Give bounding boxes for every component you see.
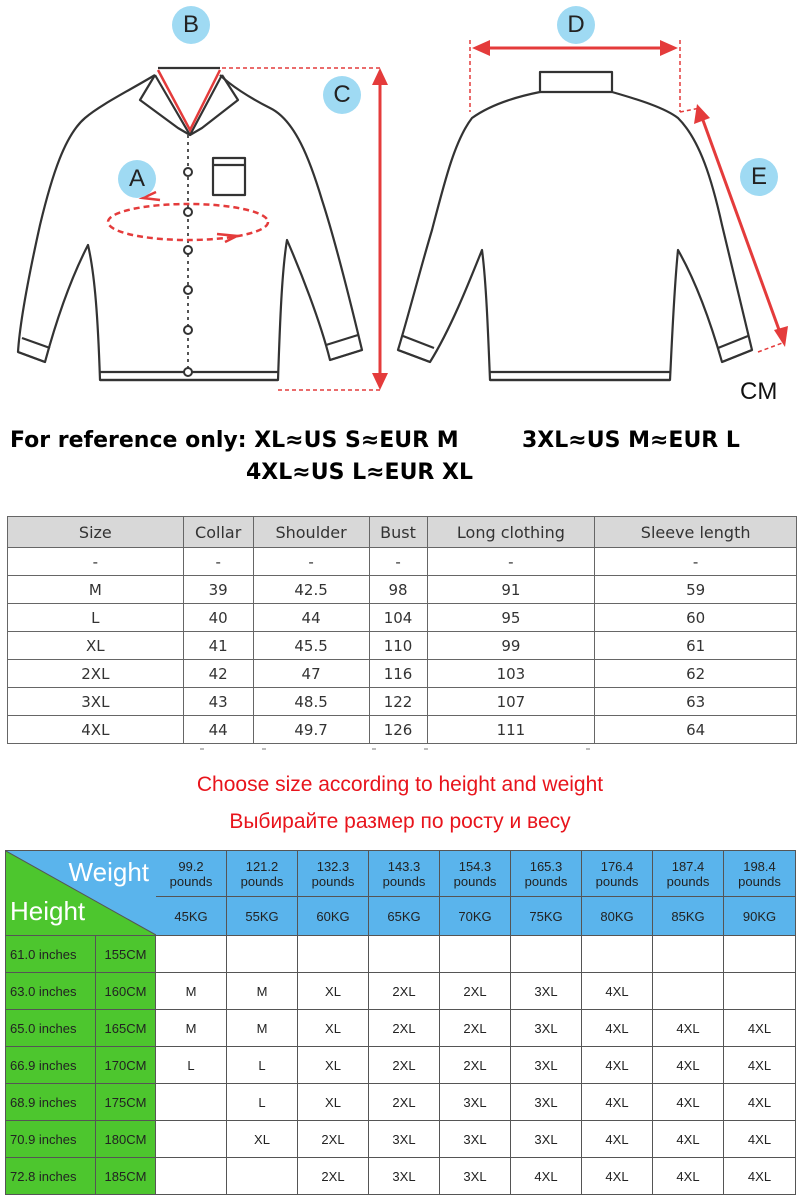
header-bust: Bust — [369, 517, 427, 548]
size-recommendation-cell: 3XL — [511, 1010, 582, 1047]
size-recommendation-cell: 2XL — [440, 1010, 511, 1047]
height-weight-table — [5, 850, 796, 1195]
weight-kg-cell: 55KG — [227, 897, 298, 936]
size-table-cell: 3XL — [8, 688, 184, 716]
size-table-cell: 2XL — [8, 660, 184, 688]
size-recommendation-cell — [227, 936, 298, 973]
size-table-cell: - — [183, 548, 253, 576]
height-inches-cell: 65.0 inches — [6, 1010, 96, 1047]
weight-lbs-cell — [653, 851, 724, 897]
size-table-row — [8, 548, 797, 576]
size-recommendation-cell: XL — [298, 1047, 369, 1084]
size-table-row — [8, 604, 797, 632]
weight-lbs-unit: pounds — [169, 873, 213, 889]
height-row — [6, 936, 796, 973]
size-table-cell: 62 — [595, 660, 797, 688]
size-recommendation-cell: 4XL — [724, 1158, 796, 1195]
size-recommendation-cell: XL — [227, 1121, 298, 1158]
size-recommendation-cell — [582, 936, 653, 973]
size-recommendation-cell — [156, 936, 227, 973]
size-recommendation-cell — [156, 1121, 227, 1158]
height-row — [6, 973, 796, 1010]
corner-cell — [6, 851, 156, 936]
size-recommendation-cell: 4XL — [582, 1010, 653, 1047]
size-table-cell: XL — [8, 632, 184, 660]
height-inches-cell: 61.0 inches — [6, 936, 96, 973]
size-table-cell: 91 — [427, 576, 595, 604]
title-en: Choose size according to height and weight — [196, 773, 604, 796]
label-d-marker: D — [557, 6, 595, 44]
height-inches-cell: 70.9 inches — [6, 1121, 96, 1158]
size-recommendation-cell: 4XL — [653, 1047, 724, 1084]
size-recommendation-cell: 4XL — [582, 1047, 653, 1084]
size-recommendation-cell: 4XL — [653, 1158, 724, 1195]
size-recommendation-cell: 4XL — [582, 973, 653, 1010]
size-recommendation-cell: 4XL — [582, 1121, 653, 1158]
weight-kg-cell: 65KG — [369, 897, 440, 936]
header-collar: Collar — [183, 517, 253, 548]
size-recommendation-cell: 2XL — [369, 1010, 440, 1047]
label-b-marker: B — [172, 6, 210, 44]
size-recommendation-cell: 2XL — [440, 1047, 511, 1084]
weight-lbs-value: 187.4 — [671, 858, 705, 874]
size-recommendation-cell: XL — [298, 973, 369, 1010]
size-table-cell: 42 — [183, 660, 253, 688]
label-e-marker: E — [740, 158, 778, 196]
height-cm-cell: 170CM — [96, 1047, 156, 1084]
weight-lbs-cell — [298, 851, 369, 897]
height-row — [6, 1084, 796, 1121]
size-recommendation-cell: 4XL — [724, 1010, 796, 1047]
size-table-cell: 116 — [369, 660, 427, 688]
weight-lbs-cell — [156, 851, 227, 897]
weight-lbs-row — [6, 851, 796, 897]
size-recommendation-cell — [156, 1084, 227, 1121]
size-table-cell: 39 — [183, 576, 253, 604]
size-table-cell: 45.5 — [253, 632, 369, 660]
size-recommendation-cell: M — [227, 973, 298, 1010]
size-recommendation-cell: 3XL — [511, 1121, 582, 1158]
weight-kg-cell: 45KG — [156, 897, 227, 936]
size-recommendation-cell — [227, 1158, 298, 1195]
shirt-illustration — [0, 0, 800, 415]
size-recommendation-cell — [156, 1158, 227, 1195]
weight-lbs-unit: pounds — [595, 873, 639, 889]
size-table-row — [8, 632, 797, 660]
weight-kg-cell: 60KG — [298, 897, 369, 936]
size-table-row — [8, 660, 797, 688]
weight-lbs-unit: pounds — [524, 873, 568, 889]
shirt-measurement-diagram — [0, 0, 800, 415]
header-long-clothing: Long clothing — [427, 517, 595, 548]
weight-lbs-value: 99.2 — [178, 858, 204, 874]
size-recommendation-cell: 2XL — [369, 1084, 440, 1121]
size-recommendation-cell: 4XL — [582, 1158, 653, 1195]
weight-lbs-value: 121.2 — [245, 858, 279, 874]
size-recommendation-cell: XL — [298, 1010, 369, 1047]
size-recommendation-cell: 2XL — [298, 1158, 369, 1195]
size-recommendation-cell: 3XL — [511, 1084, 582, 1121]
size-recommendation-cell: 4XL — [511, 1158, 582, 1195]
size-table-cell: - — [595, 548, 797, 576]
size-table-cell: 44 — [183, 716, 253, 744]
weight-lbs-value: 198.4 — [743, 858, 776, 874]
size-recommendation-cell: 2XL — [440, 973, 511, 1010]
size-recommendation-cell: 3XL — [369, 1158, 440, 1195]
weight-kg-cell: 70KG — [440, 897, 511, 936]
weight-lbs-cell — [511, 851, 582, 897]
label-a-marker: A — [118, 160, 156, 198]
size-table-cell: 64 — [595, 716, 797, 744]
weight-lbs-value: 143.3 — [387, 858, 421, 874]
size-recommendation-cell: 3XL — [369, 1121, 440, 1158]
weight-lbs-value: 165.3 — [529, 858, 563, 874]
size-recommendation-cell: 4XL — [724, 1047, 796, 1084]
size-table — [7, 516, 797, 744]
size-table-cell: 104 — [369, 604, 427, 632]
size-table-cell: 42.5 — [253, 576, 369, 604]
size-recommendation-cell — [298, 936, 369, 973]
weight-lbs-cell — [582, 851, 653, 897]
size-recommendation-cell: 2XL — [369, 973, 440, 1010]
header-shoulder: Shoulder — [253, 517, 369, 548]
size-table-row — [8, 716, 797, 744]
label-c-marker: C — [323, 76, 361, 114]
reference-text-line2: 4XL≈US L≈EUR XL — [246, 460, 474, 485]
size-recommendation-cell — [724, 936, 796, 973]
size-table-row — [8, 576, 797, 604]
size-recommendation-cell: 3XL — [511, 1047, 582, 1084]
weight-lbs-unit: pounds — [453, 873, 497, 889]
height-weight-table-wrap — [5, 850, 796, 1195]
size-table-cell: - — [253, 548, 369, 576]
size-table-cell: 122 — [369, 688, 427, 716]
size-recommendation-cell: M — [227, 1010, 298, 1047]
size-recommendation-cell: L — [227, 1047, 298, 1084]
size-table-cell: 4XL — [8, 716, 184, 744]
size-recommendation-cell: M — [156, 973, 227, 1010]
size-table-cell: 95 — [427, 604, 595, 632]
weight-lbs-cell — [440, 851, 511, 897]
unit-label: CM — [740, 378, 778, 405]
height-row — [6, 1158, 796, 1195]
size-table-cell: 99 — [427, 632, 595, 660]
size-table-cell: 110 — [369, 632, 427, 660]
weight-lbs-unit: pounds — [382, 873, 426, 889]
height-axis-label: Height — [10, 896, 86, 926]
size-table-header — [8, 517, 797, 548]
size-table-cell: 63 — [595, 688, 797, 716]
weight-kg-cell: 90KG — [724, 897, 796, 936]
weight-axis-label: Weight — [68, 857, 149, 887]
size-table-cell: 98 — [369, 576, 427, 604]
size-table-cell: - — [427, 548, 595, 576]
height-row — [6, 1047, 796, 1084]
size-table-cell: 49.7 — [253, 716, 369, 744]
size-table-cell: 44 — [253, 604, 369, 632]
weight-lbs-cell — [227, 851, 298, 897]
size-table-cell: 43 — [183, 688, 253, 716]
size-table-cell: 59 — [595, 576, 797, 604]
size-table-cell: 61 — [595, 632, 797, 660]
height-cm-cell: 180CM — [96, 1121, 156, 1158]
size-recommendation-cell: 3XL — [440, 1084, 511, 1121]
size-recommendation-cell: L — [156, 1047, 227, 1084]
height-row — [6, 1010, 796, 1047]
size-recommendation-cell: XL — [298, 1084, 369, 1121]
height-inches-cell: 63.0 inches — [6, 973, 96, 1010]
height-cm-cell: 160CM — [96, 973, 156, 1010]
size-table-cell: L — [8, 604, 184, 632]
size-table-cell: 48.5 — [253, 688, 369, 716]
weight-kg-cell: 80KG — [582, 897, 653, 936]
size-table-cell: 47 — [253, 660, 369, 688]
weight-lbs-unit: pounds — [240, 873, 284, 889]
size-recommendation-cell: 4XL — [724, 1121, 796, 1158]
size-table-cell: 111 — [427, 716, 595, 744]
size-recommendation-cell: 4XL — [653, 1010, 724, 1047]
size-recommendation-cell: 2XL — [298, 1121, 369, 1158]
size-recommendation-cell: L — [227, 1084, 298, 1121]
size-table-row — [8, 688, 797, 716]
title-ru: Выбирайте размер по росту и весу — [229, 810, 571, 833]
size-recommendation-cell: M — [156, 1010, 227, 1047]
size-table-cell: 126 — [369, 716, 427, 744]
weight-lbs-cell — [369, 851, 440, 897]
size-table-cell: - — [8, 548, 184, 576]
size-recommendation-cell — [653, 973, 724, 1010]
size-recommendation-cell — [653, 936, 724, 973]
size-table-cell: 40 — [183, 604, 253, 632]
height-cm-cell: 185CM — [96, 1158, 156, 1195]
height-inches-cell: 72.8 inches — [6, 1158, 96, 1195]
size-recommendation-cell — [511, 936, 582, 973]
header-sleeve-length: Sleeve length — [595, 517, 797, 548]
size-recommendation-cell: 2XL — [369, 1047, 440, 1084]
height-inches-cell: 68.9 inches — [6, 1084, 96, 1121]
height-cm-cell: 175CM — [96, 1084, 156, 1121]
weight-lbs-cell — [724, 851, 796, 897]
weight-lbs-value: 176.4 — [600, 858, 634, 874]
height-cm-cell: 155CM — [96, 936, 156, 973]
size-table-cell: 107 — [427, 688, 595, 716]
size-table-cell: 41 — [183, 632, 253, 660]
weight-lbs-unit: pounds — [738, 873, 781, 889]
weight-lbs-value: 132.3 — [316, 858, 350, 874]
weight-lbs-unit: pounds — [666, 873, 710, 889]
height-cm-cell: 165CM — [96, 1010, 156, 1047]
size-recommendation-cell — [440, 936, 511, 973]
size-recommendation-cell: 4XL — [582, 1084, 653, 1121]
size-table-cell: - — [369, 548, 427, 576]
size-recommendation-cell: 3XL — [440, 1121, 511, 1158]
size-recommendation-cell: 3XL — [440, 1158, 511, 1195]
dotted-separator — [0, 744, 800, 754]
reference-text-line1-right: 3XL≈US M≈EUR L — [522, 428, 740, 453]
weight-kg-cell: 85KG — [653, 897, 724, 936]
weight-lbs-unit: pounds — [311, 873, 355, 889]
size-table-cell: 103 — [427, 660, 595, 688]
size-recommendation-cell: 4XL — [653, 1084, 724, 1121]
size-recommendation-cell: 4XL — [724, 1084, 796, 1121]
size-recommendation-cell: 4XL — [653, 1121, 724, 1158]
size-table-cell: M — [8, 576, 184, 604]
size-recommendation-cell — [369, 936, 440, 973]
size-table-cell: 60 — [595, 604, 797, 632]
weight-kg-cell: 75KG — [511, 897, 582, 936]
reference-text-line1-left: For reference only: XL≈US S≈EUR M — [10, 428, 459, 453]
height-row — [6, 1121, 796, 1158]
height-inches-cell: 66.9 inches — [6, 1047, 96, 1084]
size-recommendation-cell: 3XL — [511, 973, 582, 1010]
header-size: Size — [8, 517, 184, 548]
size-recommendation-cell — [724, 973, 796, 1010]
weight-lbs-value: 154.3 — [458, 858, 492, 874]
